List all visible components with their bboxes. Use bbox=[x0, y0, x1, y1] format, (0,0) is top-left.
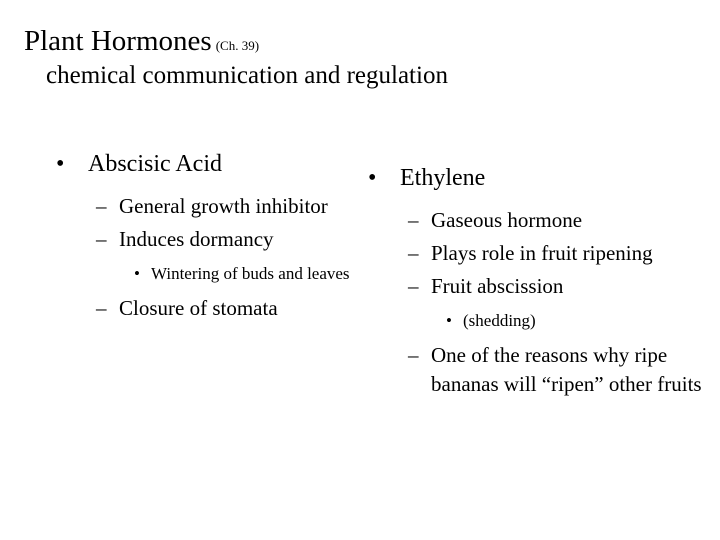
sub-bullet-text: Fruit abscission bbox=[431, 274, 564, 298]
bullet-mark: • bbox=[134, 264, 140, 283]
slide-subtitle: chemical communication and regulation bbox=[46, 62, 448, 89]
sub-sub-bullet-wintering bbox=[56, 262, 356, 286]
sub-bullet-text: Induces dormancy bbox=[119, 227, 274, 251]
bullet-abscisic-acid bbox=[56, 148, 356, 180]
sub-bullet-text: General growth inhibitor bbox=[119, 194, 328, 218]
dash-mark: – bbox=[96, 296, 107, 320]
bullet-ethylene bbox=[368, 162, 708, 194]
dash-mark: – bbox=[408, 241, 419, 265]
dash-mark: – bbox=[96, 227, 107, 251]
bullet-text: Ethylene bbox=[400, 165, 486, 191]
sub-bullet-gaseous-hormone bbox=[368, 206, 708, 235]
title-text: Plant Hormones bbox=[24, 25, 212, 57]
sub-bullet-text: One of the reasons why ripe bananas will “ripen” other fruits bbox=[431, 343, 702, 396]
sub-bullet-closure-of-stomata bbox=[56, 294, 356, 323]
sub-bullet-growth-inhibitor bbox=[56, 192, 356, 221]
bullet-text: Abscisic Acid bbox=[88, 151, 222, 177]
left-column bbox=[56, 148, 356, 323]
dash-mark: – bbox=[408, 274, 419, 298]
sub-sub-bullet-shedding bbox=[368, 309, 708, 333]
dash-mark: – bbox=[408, 343, 419, 367]
sub-bullet-ripe-bananas bbox=[368, 341, 708, 399]
sub-bullet-text: Closure of stomata bbox=[119, 296, 278, 320]
dash-mark: – bbox=[408, 208, 419, 232]
bullet-mark: • bbox=[368, 165, 377, 191]
right-column bbox=[368, 162, 708, 399]
chapter-reference: (Ch. 39) bbox=[215, 38, 260, 53]
sub-sub-bullet-text: Wintering of buds and leaves bbox=[151, 264, 350, 283]
sub-bullet-fruit-ripening bbox=[368, 239, 708, 268]
sub-bullet-text: Gaseous hormone bbox=[431, 208, 583, 232]
sub-bullet-text: Plays role in fruit ripening bbox=[431, 241, 653, 265]
sub-bullet-fruit-abscission bbox=[368, 272, 708, 301]
dash-mark: – bbox=[96, 194, 107, 218]
bullet-mark: • bbox=[56, 151, 65, 177]
sub-sub-bullet-text: (shedding) bbox=[463, 311, 536, 330]
bullet-mark: • bbox=[446, 311, 452, 330]
sub-bullet-induces-dormancy bbox=[56, 225, 356, 254]
slide-title bbox=[24, 24, 259, 63]
